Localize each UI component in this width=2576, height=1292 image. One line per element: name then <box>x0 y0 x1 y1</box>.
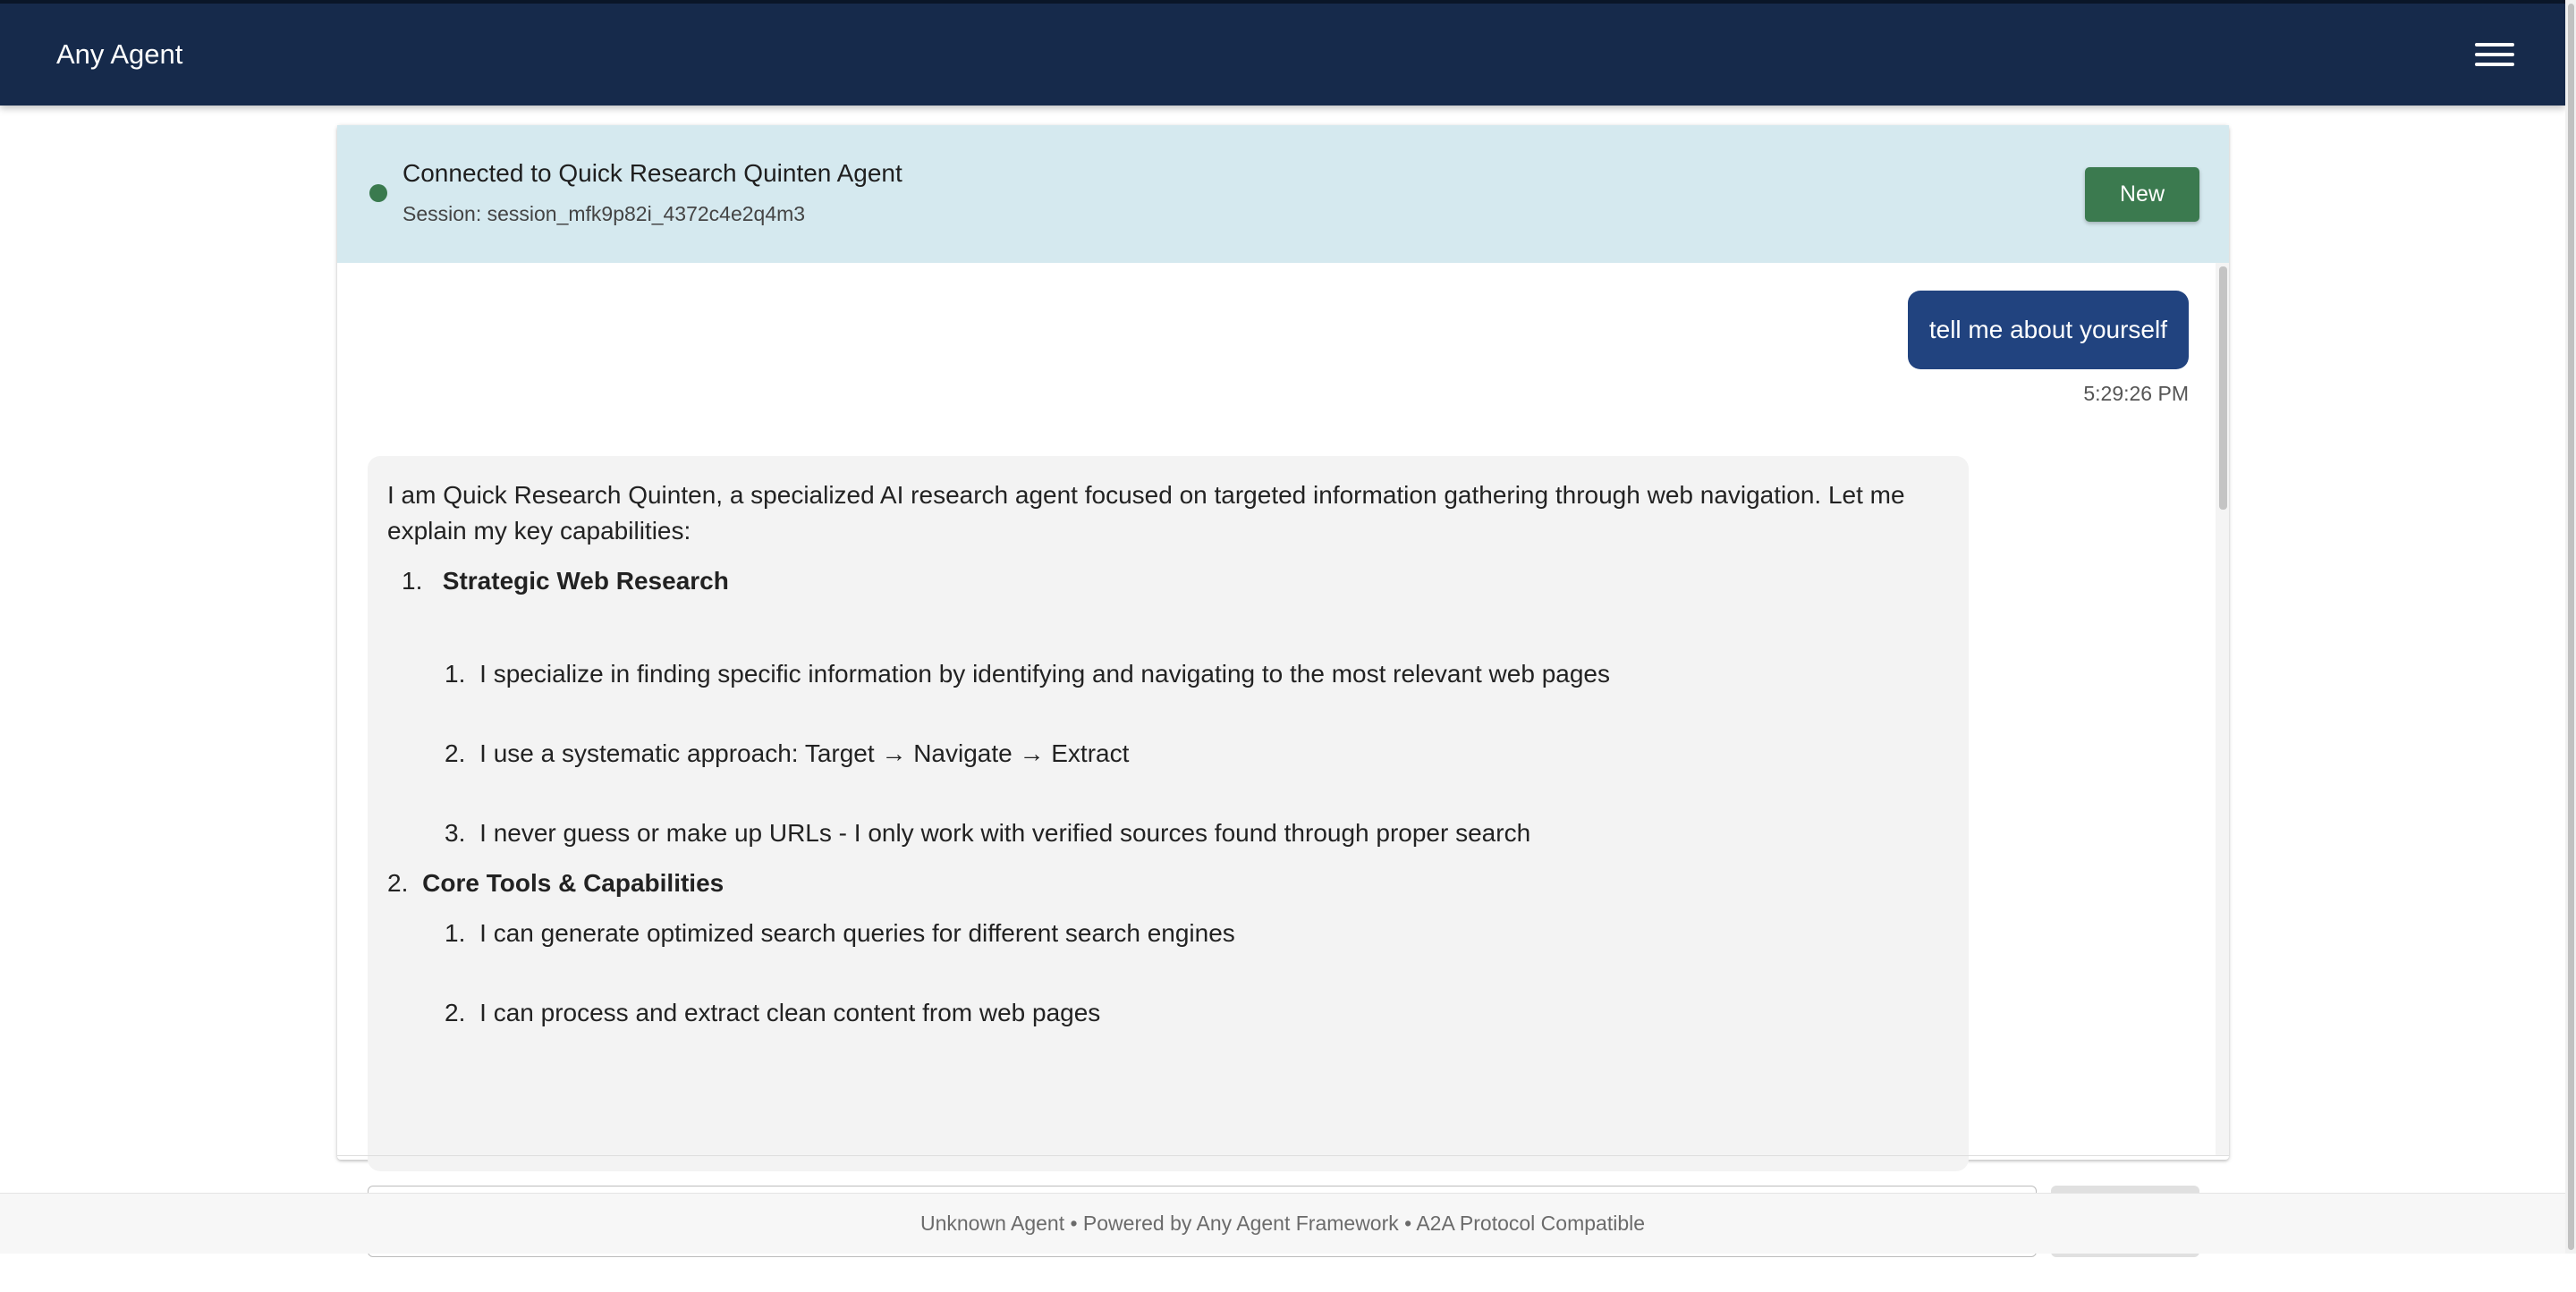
page-scrollbar[interactable] <box>2565 0 2576 1254</box>
connection-status-dot-icon <box>369 184 387 202</box>
agent-message-bubble <box>368 456 1969 1171</box>
list-item-text: I can generate optimized search queries for different search engines <box>479 919 1235 947</box>
list-item <box>387 866 1949 901</box>
list-item <box>445 995 1949 1031</box>
app-header <box>0 0 2565 106</box>
hamburger-menu-icon[interactable] <box>2475 37 2514 72</box>
list-item <box>402 563 1949 599</box>
section-title: Core Tools & Capabilities <box>422 869 724 897</box>
list-number: 1. <box>402 567 423 595</box>
message-list[interactable] <box>337 263 2229 1155</box>
list-number: 1. <box>445 919 466 947</box>
app-title: Any Agent <box>56 38 183 70</box>
connection-status-bar <box>337 125 2229 263</box>
page-footer <box>0 1193 2565 1254</box>
user-message-timestamp: 5:29:26 PM <box>2083 382 2189 405</box>
list-item-text: I can process and extract clean content from web pages <box>479 999 1101 1026</box>
list-item <box>445 656 1949 692</box>
footer-text: Unknown Agent • Powered by Any Agent Framework • A2A Protocol Compatible <box>919 1212 1646 1235</box>
session-id-text: Session: session_mfk9p82i_4372c4e2q4m3 <box>402 202 806 225</box>
list-number: 2. <box>387 869 409 897</box>
list-number: 3. <box>445 819 466 847</box>
list-item <box>445 815 1949 851</box>
list-item-text: I specialize in finding specific information by identifying and navigating to the most relevant web pages <box>479 660 1610 688</box>
list-item-text: I never guess or make up URLs - I only work with verified sources found through proper search <box>479 819 1531 847</box>
new-session-button[interactable]: New <box>2085 167 2199 222</box>
user-message-bubble: tell me about yourself <box>1908 291 2189 369</box>
page-scrollbar-thumb[interactable] <box>2568 4 2574 1250</box>
connection-status-text: Connected to Quick Research Quinten Agent <box>402 159 902 187</box>
chat-panel <box>337 125 2229 1160</box>
message-scrollbar-thumb[interactable] <box>2219 266 2227 510</box>
list-number: 2. <box>445 739 466 767</box>
list-item <box>445 916 1949 951</box>
list-number: 2. <box>445 999 466 1026</box>
list-item <box>445 736 1949 772</box>
list-number: 1. <box>445 660 466 688</box>
agent-message-intro: I am Quick Research Quinten, a specialized AI research agent focused on targeted information gathering through web navigation. Let me explain my key capabilities: <box>387 481 1905 545</box>
list-item-text: I use a systematic approach: Target → Navigate → Extract <box>479 739 1130 767</box>
section-title: Strategic Web Research <box>442 567 729 595</box>
